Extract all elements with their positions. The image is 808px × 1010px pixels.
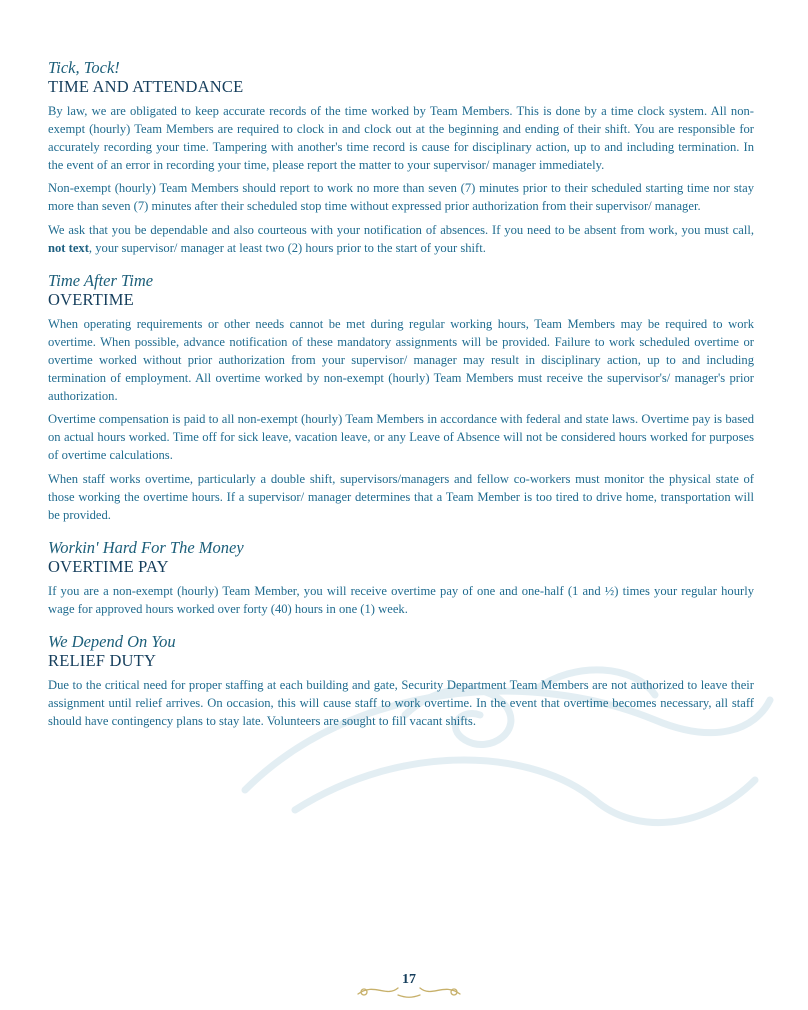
- section-heading: OVERTIME PAY: [48, 556, 169, 576]
- main-content: [48, 58, 754, 744]
- body-paragraph: When staff works overtime, particularly a double shift, supervisors/managers and fellow co-workers must monitor the physical state of those working the overtime hours. If a supervisor/ manager determines that a Team Member is too tired to drive home, transportation will be provided.: [48, 471, 754, 522]
- paragraph-text: , your supervisor/ manager at least two (2) hours prior to the start of your shift.: [88, 240, 486, 255]
- section-subtitle: Workin' Hard For The Money: [48, 537, 244, 557]
- body-paragraph: Due to the critical need for proper staffing at each building and gate, Security Department Team Members are not authorized to leave their assignment until relief arrives. On occasion, this will cause staff to work overtime. In the event that overtime becomes necessary, all staff should have contingency plans to stay late. Volunteers are sought to fill vacant shifts.: [48, 677, 754, 729]
- page-number: 17: [402, 972, 416, 987]
- section-overtime-pay: [48, 538, 754, 618]
- section-overtime: [48, 271, 754, 524]
- section-heading: TIME AND ATTENDANCE: [48, 77, 244, 96]
- body-paragraph: By law, we are obligated to keep accurate records of the time worked by Team Members. This is done by a time clock system. All non-exempt (hourly) Team Members are required to clock in and clock out at the beginning and ending of their shift. You are responsible for accurately recording your time. Tampering with another's time record is cause for disciplinary action, up to and including termination. In the event of an error in recording your time, please report the matter to your supervisor/ manager immediately.: [48, 104, 754, 173]
- section-heading: OVERTIME: [48, 289, 134, 309]
- section-time-and-attendance: [48, 58, 754, 257]
- section-subtitle: Time After Time: [48, 270, 154, 290]
- emphasis-text: not text: [48, 240, 89, 255]
- paragraph-text: We ask that you be dependable and also courteous with your notification of absences. If you need to be absent from work, you must call,: [48, 222, 754, 237]
- section-heading: RELIEF DUTY: [48, 650, 157, 670]
- body-paragraph: [48, 221, 754, 257]
- section-relief-duty: [48, 632, 754, 730]
- section-subtitle: We Depend On You: [48, 631, 176, 651]
- body-paragraph: If you are a non-exempt (hourly) Team Member, you will receive overtime pay of one and one-half (1 and ½) times your regular hourly wage for approved hours worked over forty (40) hours in one (1) week.: [48, 583, 754, 616]
- body-paragraph: Overtime compensation is paid to all non-exempt (hourly) Team Members in accordance with federal and state laws. Overtime pay is based on actual hours worked. Time off for sick leave, vacation leave, or any Leave of Absence will not be considered hours worked for purposes of overtime calculations.: [48, 412, 754, 463]
- section-subtitle: Tick, Tock!: [48, 58, 120, 77]
- page-footer: [354, 968, 464, 1000]
- body-paragraph: Non-exempt (hourly) Team Members should report to work no more than seven (7) minutes prior to their scheduled starting time nor stay more than seven (7) minutes after their scheduled stop time without expressed prior authorization from their supervisor/ manager.: [48, 181, 754, 214]
- body-paragraph: When operating requirements or other needs cannot be met during regular working hours, Team Members may be required to work overtime. When possible, advance notification of these mandatory assignments will be provided. Failure to work scheduled overtime or overtime worked without prior authorization from your supervisor/ manager may result in disciplinary action, up to and including termination of employment. All overtime worked by non-exempt (hourly) Team Members must receive the supervisor's/ manager's prior authorization.: [48, 316, 754, 404]
